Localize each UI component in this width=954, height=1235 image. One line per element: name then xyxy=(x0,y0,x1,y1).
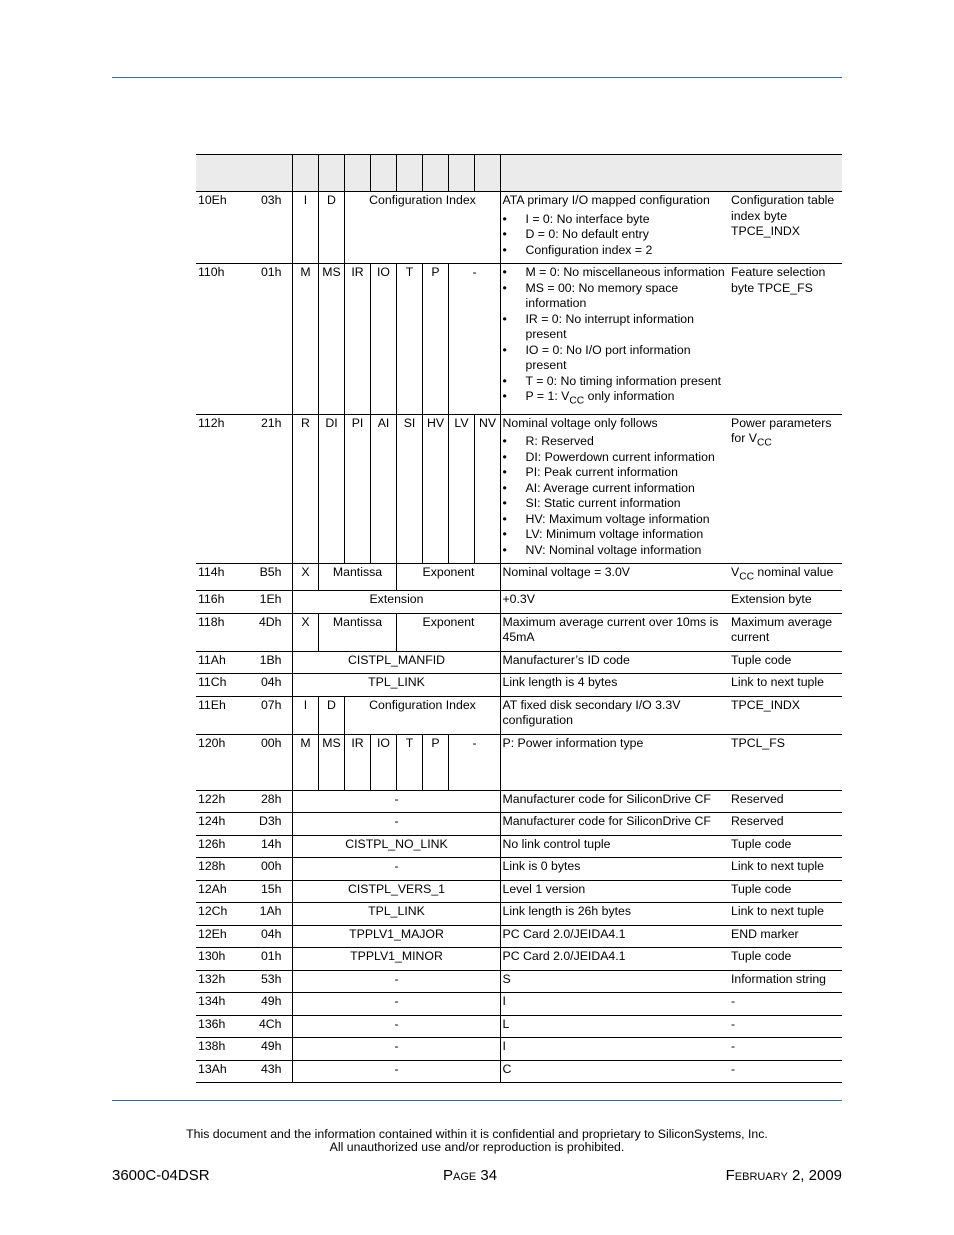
bullet-item: • D = 0: No default entry xyxy=(503,227,729,243)
table-row xyxy=(196,993,842,1016)
bullet-text: only information xyxy=(584,389,675,403)
value-cell: PC Card 2.0/JEIDA4.1 xyxy=(500,948,729,971)
description-cell: - xyxy=(729,1015,842,1038)
confidentiality-notice xyxy=(0,1128,954,1154)
description-cell: Extension byte xyxy=(729,591,842,614)
description-text: V xyxy=(731,565,740,580)
bit-field-cell: CISTPL_VERS_1 xyxy=(292,880,500,903)
bit-field-cell: TPL_LINK xyxy=(292,903,500,926)
description-cell: TPCE_INDX xyxy=(729,696,842,734)
address-cell: 126h xyxy=(196,835,244,858)
value-cell: No link control tuple xyxy=(500,835,729,858)
table-row xyxy=(196,948,842,971)
bullet-item: • DI: Powerdown current information xyxy=(503,450,729,466)
table-row xyxy=(196,264,842,415)
description-cell: - xyxy=(729,993,842,1016)
bit-field-cell: - xyxy=(292,858,500,881)
data-cell: 43h xyxy=(244,1060,292,1083)
bit7-cell: X xyxy=(292,564,318,591)
value-cell: Link is 0 bytes xyxy=(500,858,729,881)
date-initial: F xyxy=(725,1167,735,1184)
table-row xyxy=(196,858,842,881)
bit-cell: IO xyxy=(370,264,396,415)
address-cell: 10Eh xyxy=(196,192,244,264)
bit-field-cell: - xyxy=(292,1060,500,1083)
value-cell: I xyxy=(500,993,729,1016)
table-row xyxy=(196,192,842,264)
bit-cell: T xyxy=(396,734,422,790)
bullet-item: • LV: Minimum voltage information xyxy=(503,527,729,543)
bullet-item: • PI: Peak current information xyxy=(503,465,729,481)
bit-cell: NV xyxy=(474,414,500,564)
bit-field-cell: - xyxy=(292,790,500,813)
value-cell xyxy=(500,192,729,264)
description-cell: Reserved xyxy=(729,813,842,836)
bullet-item: • Configuration index = 2 xyxy=(503,243,729,259)
bullet-item: • I = 0: No interface byte xyxy=(503,212,729,228)
description-cell: Configuration table index byte TPCE_INDX xyxy=(729,192,842,264)
value-cell: Level 1 version xyxy=(500,880,729,903)
address-cell: 120h xyxy=(196,734,244,790)
table-row xyxy=(196,903,842,926)
bit6-cell: D xyxy=(318,696,344,734)
data-cell: 53h xyxy=(244,970,292,993)
bit-cell: AI xyxy=(370,414,396,564)
description-cell: Feature selection byte TPCE_FS xyxy=(729,264,842,415)
value-cell: Manufacturer code for SiliconDrive CF xyxy=(500,790,729,813)
description-cell: Tuple code xyxy=(729,948,842,971)
bit-cell: SI xyxy=(396,414,422,564)
bit-cell: M xyxy=(292,734,318,790)
description-cell: Link to next tuple xyxy=(729,674,842,697)
value-cell: I xyxy=(500,1038,729,1061)
document-id: 3600C-04DSR xyxy=(112,1167,210,1184)
bullet-item: • AI: Average current information xyxy=(503,481,729,497)
address-cell: 114h xyxy=(196,564,244,591)
bit-cell: - xyxy=(448,734,500,790)
value-cell: Nominal voltage = 3.0V xyxy=(500,564,729,591)
data-cell: 4Dh xyxy=(244,613,292,651)
description-cell: Tuple code xyxy=(729,651,842,674)
data-cell: 49h xyxy=(244,993,292,1016)
bit6-cell: D xyxy=(318,192,344,264)
table-row xyxy=(196,414,842,564)
subscript: CC xyxy=(739,571,755,583)
address-cell: 128h xyxy=(196,858,244,881)
table-row xyxy=(196,1060,842,1083)
value-cell xyxy=(500,414,729,564)
bullet-item: • M = 0: No miscellaneous information xyxy=(503,265,729,281)
address-cell: 118h xyxy=(196,613,244,651)
bit-field-cell: - xyxy=(292,1015,500,1038)
bullet-item: • T = 0: No timing information present xyxy=(503,374,729,390)
bit-field-cell: TPPLV1_MAJOR xyxy=(292,925,500,948)
address-cell: 124h xyxy=(196,813,244,836)
page-number-value: 34 xyxy=(480,1167,498,1184)
bit-cell: IR xyxy=(344,264,370,415)
bullet-item xyxy=(503,389,729,409)
bit-field-cell: TPPLV1_MINOR xyxy=(292,948,500,971)
address-cell: 12Eh xyxy=(196,925,244,948)
bit-cell: P xyxy=(422,264,448,415)
bit-cell: LV xyxy=(448,414,474,564)
exponent-cell: Exponent xyxy=(396,564,500,591)
data-cell: 03h xyxy=(244,192,292,264)
bit7-cell: X xyxy=(292,613,318,651)
bit-field-cell: Configuration Index xyxy=(344,696,500,734)
value-bullets xyxy=(503,434,729,558)
cis-tuple-table xyxy=(196,154,842,1083)
bit7-cell: I xyxy=(292,192,318,264)
value-cell: Link length is 4 bytes xyxy=(500,674,729,697)
value-cell: Maximum average current over 10ms is 45mA xyxy=(500,613,729,651)
table-row xyxy=(196,613,842,651)
description-text: nominal value xyxy=(754,565,834,580)
address-cell: 12Ah xyxy=(196,880,244,903)
value-lead: ATA primary I/O mapped configuration xyxy=(502,193,710,207)
bullet-text: P = 1: V xyxy=(525,389,570,403)
bit-cell: MS xyxy=(318,264,344,415)
page-label-rest: AGE xyxy=(453,1171,477,1183)
bit-field-cell: - xyxy=(292,813,500,836)
description-cell: Tuple code xyxy=(729,880,842,903)
bit-field-cell: - xyxy=(292,970,500,993)
data-cell: 07h xyxy=(244,696,292,734)
confidentiality-line: This document and the information contained within it is confidential and proprietary to SiliconSystems, Inc. xyxy=(186,1127,768,1141)
bit-field-cell: CISTPL_NO_LINK xyxy=(292,835,500,858)
table-row xyxy=(196,790,842,813)
page-label-initial: P xyxy=(443,1167,454,1184)
bit-cell: HV xyxy=(422,414,448,564)
subscript: CC xyxy=(569,395,585,407)
description-cell xyxy=(729,564,842,591)
description-cell: Maximum average current xyxy=(729,613,842,651)
description-cell: END marker xyxy=(729,925,842,948)
table-row xyxy=(196,651,842,674)
data-cell: 1Ah xyxy=(244,903,292,926)
address-cell: 130h xyxy=(196,948,244,971)
address-cell: 112h xyxy=(196,414,244,564)
data-cell: 21h xyxy=(244,414,292,564)
bullet-item: • MS = 00: No memory space information xyxy=(503,281,729,312)
bit-cell: IO xyxy=(370,734,396,790)
bit-field-cell: - xyxy=(292,993,500,1016)
data-cell: 49h xyxy=(244,1038,292,1061)
data-cell: D3h xyxy=(244,813,292,836)
bullet-item: • R: Reserved xyxy=(503,434,729,450)
value-bullets xyxy=(503,212,729,259)
address-cell: 134h xyxy=(196,993,244,1016)
description-cell: Reserved xyxy=(729,790,842,813)
value-cell: +0.3V xyxy=(500,591,729,614)
bit-cell: R xyxy=(292,414,318,564)
address-cell: 12Ch xyxy=(196,903,244,926)
table-row xyxy=(196,813,842,836)
data-cell: 1Bh xyxy=(244,651,292,674)
bit-field-cell: CISTPL_MANFID xyxy=(292,651,500,674)
bit-cell: DI xyxy=(318,414,344,564)
data-cell: 14h xyxy=(244,835,292,858)
value-lead: Nominal voltage only follows xyxy=(502,415,658,430)
data-cell: 01h xyxy=(244,948,292,971)
description-text: Power parameters for V xyxy=(731,415,832,446)
data-cell: B5h xyxy=(244,564,292,591)
value-cell: Manufacturer’s ID code xyxy=(500,651,729,674)
data-cell: 00h xyxy=(244,858,292,881)
bullet-item: • IR = 0: No interrupt information present xyxy=(503,312,729,343)
description-cell: Link to next tuple xyxy=(729,903,842,926)
table-row xyxy=(196,880,842,903)
data-cell: 00h xyxy=(244,734,292,790)
document-date xyxy=(726,1167,842,1184)
data-cell: 04h xyxy=(244,925,292,948)
footer-rule xyxy=(112,1100,842,1101)
bullet-item: • SI: Static current information xyxy=(503,496,729,512)
mantissa-cell: Mantissa xyxy=(318,564,396,591)
table-header-row xyxy=(196,155,842,192)
exponent-cell: Exponent xyxy=(396,613,500,651)
address-cell: 110h xyxy=(196,264,244,415)
value-cell: P: Power information type xyxy=(500,734,729,790)
address-cell: 136h xyxy=(196,1015,244,1038)
description-cell: Information string xyxy=(729,970,842,993)
address-cell: 132h xyxy=(196,970,244,993)
address-cell: 13Ah xyxy=(196,1060,244,1083)
description-cell: - xyxy=(729,1038,842,1061)
table-row xyxy=(196,696,842,734)
bit-field-cell: Configuration Index xyxy=(344,192,500,264)
subscript: CC xyxy=(756,437,772,449)
bit-cell: PI xyxy=(344,414,370,564)
confidentiality-line: All unauthorized use and/or reproduction is prohibited. xyxy=(329,1140,625,1154)
address-cell: 122h xyxy=(196,790,244,813)
bullet-item: • IO = 0: No I/O port information present xyxy=(503,343,729,374)
value-cell: C xyxy=(500,1060,729,1083)
bit7-cell: I xyxy=(292,696,318,734)
address-cell: 138h xyxy=(196,1038,244,1061)
header-rule xyxy=(112,77,842,78)
description-cell: - xyxy=(729,1060,842,1083)
bit-cell: P xyxy=(422,734,448,790)
value-cell: L xyxy=(500,1015,729,1038)
table-row xyxy=(196,674,842,697)
bit-cell: IR xyxy=(344,734,370,790)
bit-field-cell: Extension xyxy=(292,591,500,614)
bit-cell: MS xyxy=(318,734,344,790)
description-cell xyxy=(729,414,842,564)
value-cell: S xyxy=(500,970,729,993)
address-cell: 11Ah xyxy=(196,651,244,674)
address-cell: 11Eh xyxy=(196,696,244,734)
date-month-rest: EBRUARY xyxy=(734,1171,788,1183)
table-row xyxy=(196,925,842,948)
description-cell: Tuple code xyxy=(729,835,842,858)
table-row xyxy=(196,835,842,858)
data-cell: 28h xyxy=(244,790,292,813)
description-cell: TPCL_FS xyxy=(729,734,842,790)
bit-cell: - xyxy=(448,264,500,415)
description-cell: Link to next tuple xyxy=(729,858,842,881)
table-row xyxy=(196,1015,842,1038)
bullet-item: • HV: Maximum voltage information xyxy=(503,512,729,528)
table-row xyxy=(196,564,842,591)
data-cell: 1Eh xyxy=(244,591,292,614)
data-cell: 04h xyxy=(244,674,292,697)
value-cell: Manufacturer code for SiliconDrive CF xyxy=(500,813,729,836)
mantissa-cell: Mantissa xyxy=(318,613,396,651)
page-number xyxy=(443,1167,497,1184)
bit-field-cell: TPL_LINK xyxy=(292,674,500,697)
bit-cell: M xyxy=(292,264,318,415)
table-row xyxy=(196,734,842,790)
bullet-item: • NV: Nominal voltage information xyxy=(503,543,729,559)
table-row xyxy=(196,591,842,614)
bit-field-cell: - xyxy=(292,1038,500,1061)
data-cell: 15h xyxy=(244,880,292,903)
address-cell: 116h xyxy=(196,591,244,614)
data-cell: 4Ch xyxy=(244,1015,292,1038)
value-cell: AT fixed disk secondary I/O 3.3V configuration xyxy=(500,696,729,734)
bit-cell: T xyxy=(396,264,422,415)
address-cell: 11Ch xyxy=(196,674,244,697)
value-cell: Link length is 26h bytes xyxy=(500,903,729,926)
date-day-year: 2, 2009 xyxy=(791,1167,842,1184)
value-cell: PC Card 2.0/JEIDA4.1 xyxy=(500,925,729,948)
data-cell: 01h xyxy=(244,264,292,415)
table-row xyxy=(196,1038,842,1061)
table-row xyxy=(196,970,842,993)
value-cell xyxy=(500,264,729,415)
value-bullets xyxy=(503,265,729,409)
